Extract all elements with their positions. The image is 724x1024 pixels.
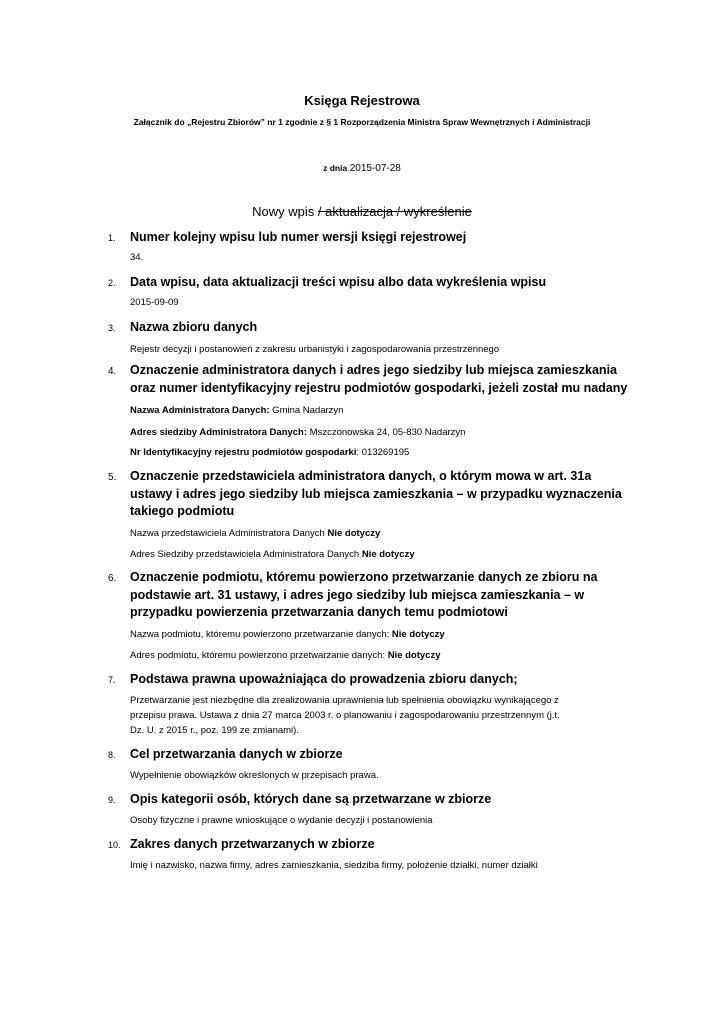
representative-name-row: [130, 527, 650, 541]
entry-type: [0, 204, 724, 219]
representative-address-row: [130, 548, 650, 562]
row-label: Adres podmiotu, któremu powierzono przetwarzanie danych:: [130, 650, 388, 661]
section-value: 2015-09-09: [130, 297, 179, 308]
row-label: Nazwa podmiotu, któremu powierzono przetwarzanie danych:: [130, 629, 392, 640]
row-value: Nie dotyczy: [391, 629, 445, 640]
section-heading: oraz numer identyfikacyjny rejestru podmiotów gospodarki, jeżeli został mu nadany: [130, 381, 628, 395]
row-value: Gmina Nadarzyn: [269, 405, 344, 416]
legal-basis-line: Przetwarzanie jest niezbędne dla zrealizowania uprawnienia lub spełnienia obowiązku wynikającego z: [130, 695, 559, 706]
section-heading: ustawy i adres jego siedziby lub miejsca zamieszkania – w przypadku wyznaczenia: [130, 487, 622, 501]
section-heading: Zakres danych przetwarzanych w zbiorze: [130, 837, 375, 851]
section-heading: Nazwa zbioru danych: [130, 320, 258, 334]
row-label: Adres Siedziby przedstawiciela Administratora Danych: [130, 549, 362, 560]
section-heading: podstawie art. 31 ustawy, i adres jego siedziby lub miejsca zamieszkania – w: [130, 588, 585, 602]
section-heading: Cel przetwarzania danych w zbiorze: [130, 747, 343, 761]
legal-basis-line: przepisu prawa. Ustawa z dnia 27 marca 2003 r. o planowaniu i zagospodarowaniu przestrzennym (j.t.: [130, 710, 560, 721]
document-subtitle: Załącznik do „Rejestru Zbiorów” nr 1 zgodnie z § 1 Rozporządzenia Ministra Spraw Wewnętrznych i Administracji: [133, 117, 591, 127]
row-value: Nie dotyczy: [387, 650, 441, 661]
row-label: Nr Identyfikacyjny rejestru podmiotów gospodarki: [130, 447, 357, 458]
document-date: [0, 163, 724, 174]
row-label: Adres siedziby Administratora Danych:: [130, 427, 308, 438]
section-number: 3.: [108, 323, 116, 333]
entry-type-struck: / aktualizacja / wykreślenie: [317, 204, 472, 219]
section-heading: Oznaczenie administratora danych i adres jego siedziby lub miejsca zamieszkania: [130, 363, 617, 377]
section-heading: Podstawa prawna upoważniająca do prowadzenia zbioru danych;: [130, 672, 518, 686]
section-number: 6.: [108, 573, 117, 584]
row-value: Nie dotyczy: [361, 549, 415, 560]
section-value: Osoby fizyczne i prawne wnioskujące o wydanie decyzji i postanowienia: [130, 815, 433, 826]
row-value: Nie dotyczy: [327, 528, 381, 539]
row-value: Mszczonowska 24, 05-830 Nadarzyn: [307, 427, 466, 438]
section-number: 1.: [108, 233, 116, 243]
processor-address-row: [130, 649, 650, 663]
row-label: Nazwa przedstawiciela Administratora Danych: [130, 528, 328, 539]
section-heading: Numer kolejny wpisu lub numer wersji księgi rejestrowej: [130, 230, 467, 244]
section-number: 8.: [108, 750, 116, 760]
admin-name-row: [130, 404, 650, 418]
date-label: z dnia: [323, 163, 348, 173]
section-heading: takiego podmiotu: [130, 504, 235, 518]
admin-id-row: [130, 446, 650, 460]
section-number: 2.: [108, 278, 116, 288]
section-number: 4.: [108, 366, 117, 377]
section-value: 34.: [130, 252, 144, 263]
section-heading: Oznaczenie podmiotu, któremu powierzono przetwarzanie danych ze zbioru na: [130, 570, 598, 584]
legal-basis-line: Dz. U. z 2015 r., poz. 199 ze zmianami).: [130, 725, 299, 736]
section-heading: Oznaczenie przedstawiciela administratora danych, o którym mowa w art. 31a: [130, 469, 592, 483]
section-heading: Opis kategorii osób, których dane są przetwarzane w zbiorze: [130, 792, 492, 806]
row-label: Nazwa Administratora Danych:: [130, 405, 270, 416]
section-number: 7.: [108, 675, 116, 685]
section-number: 5.: [108, 472, 117, 483]
section-number: 10.: [108, 840, 121, 850]
section-value: Imię i nazwisko, nazwa firmy, adres zamieszkania, siedziba firmy, położenie działki, numer działki: [130, 860, 538, 871]
row-value: : 013269195: [356, 447, 410, 458]
date-value: 2015-07-28: [349, 163, 401, 174]
admin-address-row: [130, 426, 650, 440]
section-value: Rejestr decyzji i postanowień z zakresu urbanistyki i zagospodarowania przestrzennego: [130, 344, 500, 355]
entry-type-active: Nowy wpis: [252, 204, 315, 219]
section-number: 9.: [108, 795, 116, 805]
section-value: Wypełnienie obowiązków określonych w przepisach prawa.: [130, 770, 379, 781]
section-heading: Data wpisu, data aktualizacji treści wpisu albo data wykreślenia wpisu: [130, 275, 547, 289]
section-heading: przypadku powierzenia przetwarzania danych temu podmiotowi: [130, 605, 508, 619]
document-title: Księga Rejestrowa: [304, 93, 420, 108]
processor-name-row: [130, 628, 650, 642]
